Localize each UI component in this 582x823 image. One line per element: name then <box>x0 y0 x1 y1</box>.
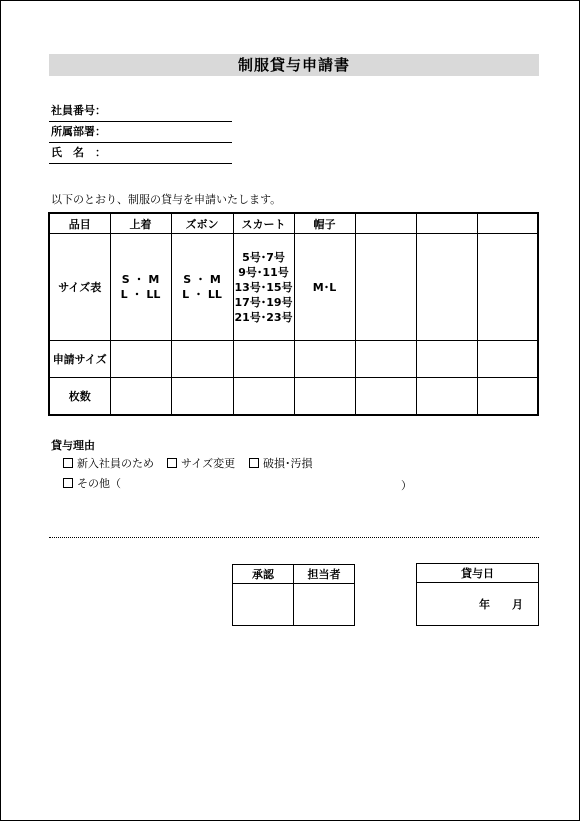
loan-date-cell[interactable] <box>417 583 539 626</box>
count-label: 枚数 <box>49 378 110 416</box>
name-field[interactable] <box>49 143 232 164</box>
blank-cell[interactable] <box>477 234 538 341</box>
skirt-size-line: 9号･11号 <box>238 265 289 279</box>
pants-sizes <box>171 234 233 341</box>
loan-date-label: 貸与日 <box>417 564 539 583</box>
pants-size-line: L ・ LL <box>182 288 222 301</box>
other-close-paren: ） <box>401 479 412 492</box>
col-blank-3[interactable] <box>477 213 538 234</box>
reason-new-employee[interactable] <box>63 457 154 471</box>
count-cell[interactable] <box>110 378 171 416</box>
employee-number-label: 社員番号： <box>51 104 106 117</box>
reason-size-change[interactable] <box>167 457 235 471</box>
jacket-sizes <box>110 234 171 341</box>
reason-label: 破損･汚損 <box>263 457 313 470</box>
reason-other[interactable] <box>63 477 121 491</box>
skirt-size-line: 17号･19号 <box>234 295 293 309</box>
count-cell[interactable] <box>477 378 538 416</box>
checkbox-icon[interactable] <box>63 478 73 488</box>
skirt-size-line: 5号･7号 <box>242 250 285 264</box>
approve-label: 承認 <box>233 565 294 584</box>
name-label: 氏 名 ： <box>51 146 106 159</box>
approval-table <box>232 564 355 626</box>
requested-size-cell[interactable] <box>171 341 233 378</box>
checkbox-icon[interactable] <box>167 458 177 468</box>
size-chart-row <box>49 234 538 341</box>
skirt-sizes <box>233 234 294 341</box>
blank-cell[interactable] <box>416 234 477 341</box>
requested-size-cell[interactable] <box>355 341 416 378</box>
reason-label: サイズ変更 <box>181 457 236 470</box>
count-cell[interactable] <box>171 378 233 416</box>
count-cell[interactable] <box>416 378 477 416</box>
requested-size-cell[interactable] <box>110 341 171 378</box>
hat-sizes <box>294 234 355 341</box>
item-label: 品目 <box>49 213 110 234</box>
checkbox-icon[interactable] <box>63 458 73 468</box>
employee-number-field[interactable] <box>49 101 232 122</box>
count-cell[interactable] <box>355 378 416 416</box>
size-chart-label: サイズ表 <box>49 234 110 341</box>
department-label: 所属部署： <box>51 125 106 138</box>
reason-label: 新入社員のため <box>77 457 154 470</box>
col-pants: ズボン <box>171 213 233 234</box>
reason-title: 貸与理由 <box>51 439 95 452</box>
loan-date-table <box>416 563 539 626</box>
skirt-size-line: 13号･15号 <box>234 280 293 294</box>
hat-size-line: M･L <box>312 281 337 294</box>
year-label: 年 <box>479 598 490 611</box>
count-row <box>49 378 538 416</box>
blank-cell[interactable] <box>355 234 416 341</box>
jacket-size-line: L ・ LL <box>120 288 161 301</box>
requested-size-cell[interactable] <box>477 341 538 378</box>
reason-label: その他（ <box>77 477 121 490</box>
department-field[interactable] <box>49 122 232 143</box>
col-jacket: 上着 <box>110 213 171 234</box>
intro-text: 以下のとおり、制服の貸与を申請いたします。 <box>51 193 282 206</box>
requested-size-label: 申請サイズ <box>49 341 110 378</box>
count-cell[interactable] <box>233 378 294 416</box>
approve-stamp-cell[interactable] <box>233 584 294 626</box>
col-blank-1[interactable] <box>355 213 416 234</box>
person-stamp-cell[interactable] <box>294 584 355 626</box>
requested-size-cell[interactable] <box>233 341 294 378</box>
checkbox-icon[interactable] <box>249 458 259 468</box>
jacket-size-line: S ・ M <box>121 273 160 286</box>
col-skirt: スカート <box>233 213 294 234</box>
uniform-table <box>48 212 539 416</box>
requested-size-cell[interactable] <box>416 341 477 378</box>
skirt-size-line: 21号･23号 <box>234 310 293 324</box>
count-cell[interactable] <box>294 378 355 416</box>
reason-damage[interactable] <box>249 457 313 471</box>
col-hat: 帽子 <box>294 213 355 234</box>
header-row <box>49 213 538 234</box>
month-label: 月 <box>512 598 523 611</box>
cut-line <box>49 537 539 538</box>
col-blank-2[interactable] <box>416 213 477 234</box>
person-label: 担当者 <box>294 565 355 584</box>
pants-size-line: S ・ M <box>183 273 221 286</box>
form-title: 制服貸与申請書 <box>49 54 539 76</box>
requested-size-row <box>49 341 538 378</box>
requested-size-cell[interactable] <box>294 341 355 378</box>
